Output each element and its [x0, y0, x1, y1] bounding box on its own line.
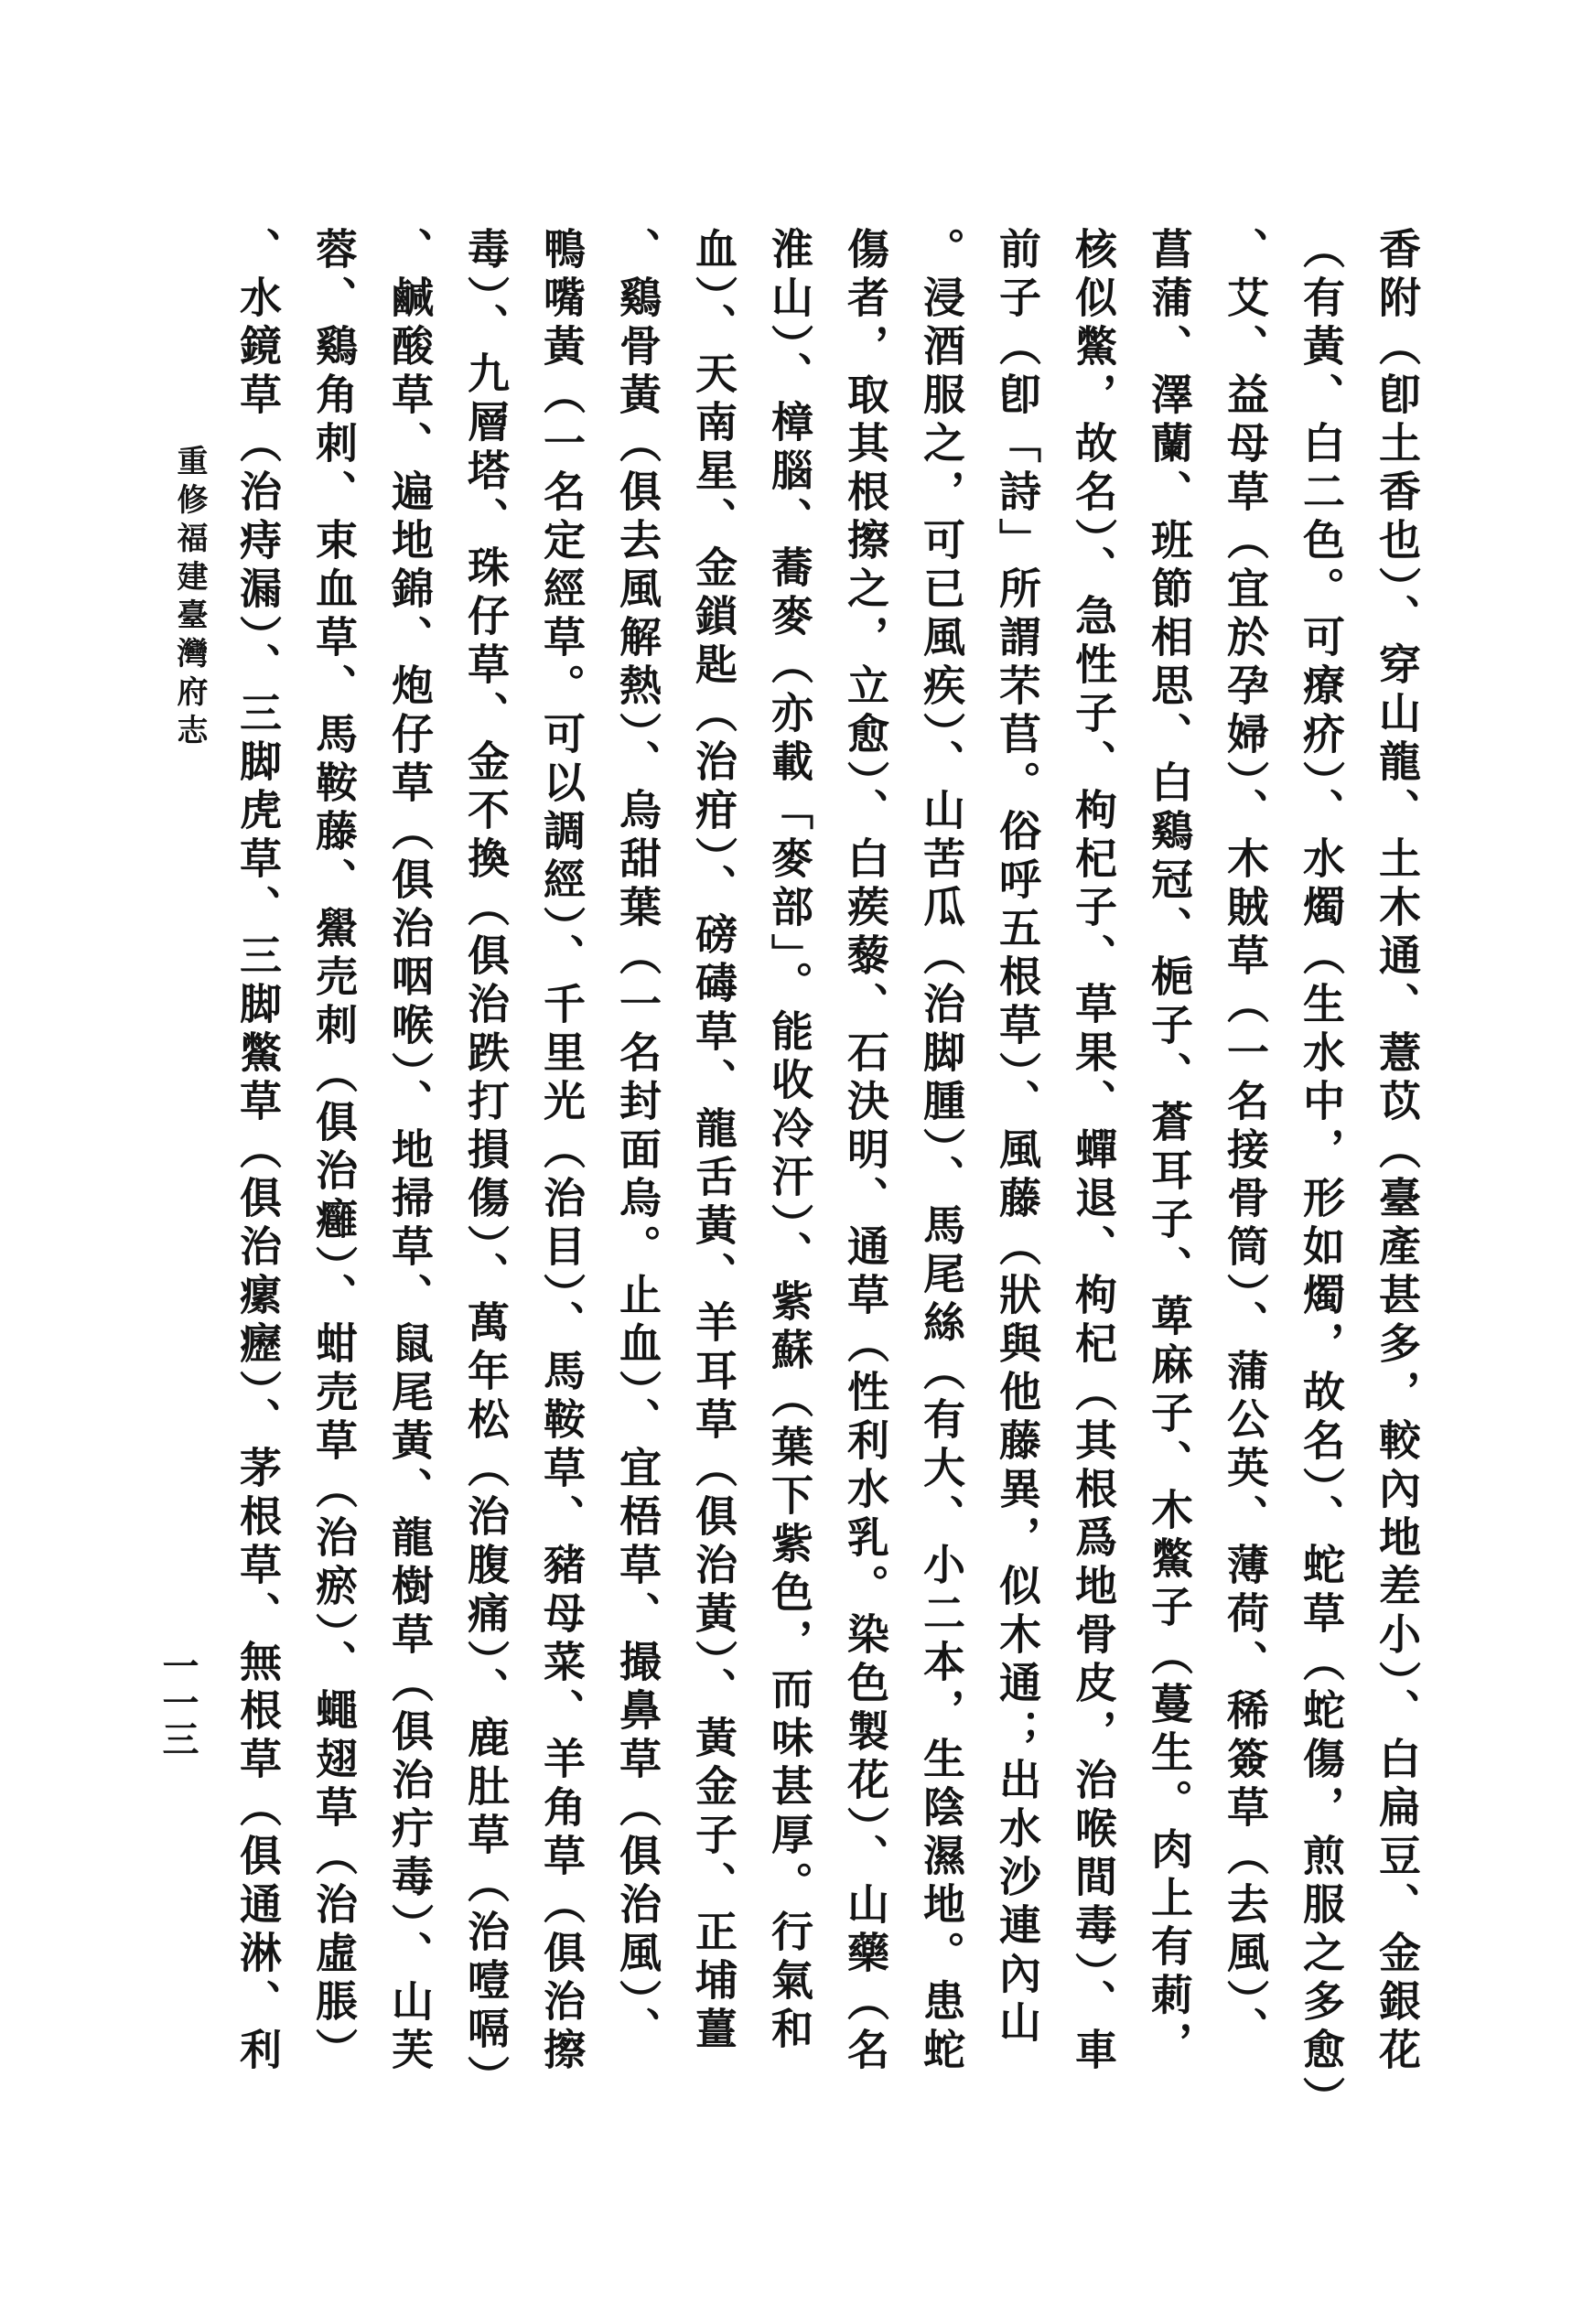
text-column-9: 淮山）、樟腦、蕎麥（亦載「麥部」。能收冷汗）、紫蘇（葉下紫色，而味甚厚。行氣和 [766, 227, 813, 2055]
text-column-6: 前子（卽「詩」所謂芣苢。俗呼五根草）、風藤（狀與他藤異，似木通；出水沙連內山 [994, 227, 1040, 2049]
text-column-2: （有黃、白二色。可療疥）、水燭（生水中，形如燭，故名）、蛇草（蛇傷，煎服之多愈） [1298, 227, 1344, 2125]
text-column-8: 傷者，取其根擦之，立愈）、白蒺藜、石決明、通草（性利水乳。染色製花）、山藥（名 [842, 227, 888, 2076]
text-column-1: 香附（卽土香也）、穿山龍、土木通、薏苡（臺產甚多，較內地差小）、白扁豆、金銀花 [1373, 227, 1420, 2076]
text-column-7: 。浸酒服之，可已風疾）、山苦瓜（治脚腫）、馬尾絲（有大、小二本，生陰濕地。患蛇 [918, 227, 964, 2076]
text-column-14: 、鹹酸草、遍地錦、炮仔草（俱治咽喉）、地掃草、鼠尾黃、龍樹草（俱治疔毒）、山芙 [386, 227, 433, 2076]
text-column-3: 、艾、益母草（宜於孕婦）、木賊草（一名接骨筒）、蒲公英、薄荷、稀簽草（去風）、 [1222, 227, 1268, 2055]
text-column-13: 毒）、九層塔、珠仔草、金不換（俱治跌打損傷）、萬年松（治腹痛）、鹿肚草（治噎嗝） [462, 227, 509, 2103]
text-column-10: 血）、天南星、金鎖匙（治疳）、磅碡草、龍舌黃、羊耳草（俱治黃）、黃金子、正埔薑 [690, 227, 737, 2055]
text-column-12: 鴨嘴黃（一名定經草。可以調經）、千里光（治目）、馬鞍草、豬母菜、羊角草（俱治擦 [538, 227, 585, 2076]
herb-list-text-block [220, 227, 1435, 2194]
text-column-4: 菖蒲、澤蘭、班節相思、白鷄冠、梔子、蒼耳子、萆麻子、木鱉子（蔓生。肉上有莿， [1146, 227, 1192, 2070]
text-column-5: 核似鱉，故名）、急性子、枸杞子、草果、蟬退、枸杞（其根爲地骨皮，治喉間毒）、車 [1070, 227, 1116, 2076]
text-column-16: 、水鏡草（治痔漏）、三脚虎草、三脚鱉草（俱治瘰癧）、茅根草、無根草（俱通淋、利 [234, 227, 281, 2076]
page-number: 一一三 [157, 1647, 199, 1757]
book-title-margin: 重修福建臺灣府志 [172, 445, 206, 752]
text-column-11: 、鷄骨黃（俱去風解熱）、烏甜葉（一名封面烏。止血）、宜梧草、撮鼻草（俱治風）、 [614, 227, 661, 2055]
text-column-15: 蓉、鷄角刺、束血草、馬鞍藤、鱟売刺（俱治癰）、蚶売草（治瘀）、蠅翅草（治虛脹） [310, 227, 357, 2076]
